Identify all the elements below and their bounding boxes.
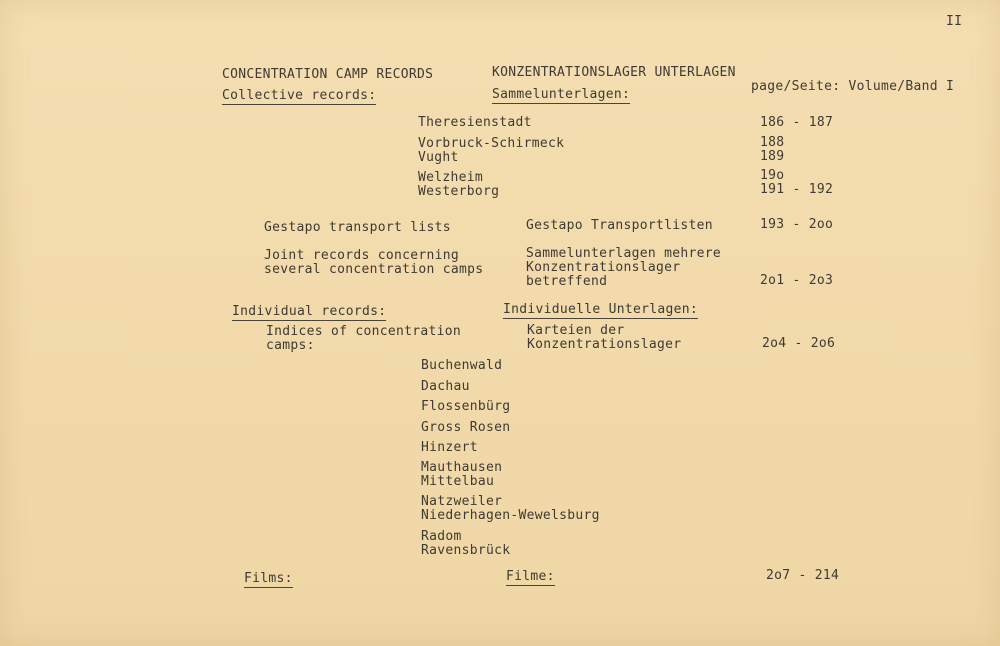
camp-entry-pages: 19o [760,168,785,183]
joint-records-english-line: Joint records concerning [264,248,460,263]
indices-english-line: Indices of concentration [266,324,462,339]
camp-name: Radom [421,529,462,544]
joint-records-german-line: Sammelunterlagen mehrere [526,246,722,261]
camp-name: Ravensbrück [421,543,511,558]
title-german: KONZENTRATIONSLAGER UNTERLAGEN [492,65,736,80]
camp-name: Mittelbau [421,474,495,489]
individual-heading-english: Individual records: [232,304,387,319]
camp-name: Niederhagen-Wewelsburg [421,508,600,523]
collective-heading-german: Sammelunterlagen: [492,87,631,102]
camp-entry-name: Vught [418,150,459,165]
camp-name: Dachau [421,379,470,394]
page-column-header: page/Seite: Volume/Band I [751,79,955,94]
title-english: CONCENTRATION CAMP RECORDS [222,67,434,82]
camp-name: Mauthausen [421,460,503,475]
camp-name: Natzweiler [421,494,503,509]
individual-heading-german: Individuelle Unterlagen: [503,302,699,317]
camp-entry-pages: 191 - 192 [760,182,834,197]
camp-entry-name: Welzheim [418,170,484,185]
joint-records-english-line: several concentration camps [264,262,484,277]
camp-entry-pages: 188 [760,135,785,150]
camp-entry-name: Vorbruck-Schirmeck [418,136,565,151]
joint-records-german-line: Konzentrationslager [526,260,681,275]
films-pages: 2o7 - 214 [766,568,840,583]
camp-name: Buchenwald [421,358,503,373]
camp-entry-pages: 186 - 187 [760,115,834,130]
films-heading-german: Filme: [506,569,555,584]
camp-name: Gross Rosen [421,420,511,435]
gestapo-lists-pages: 193 - 2oo [760,217,834,232]
camp-name: Flossenbürg [421,399,511,414]
page-number: II [946,14,963,29]
camp-entry-name: Westerborg [418,184,500,199]
indices-german-line: Karteien der [527,323,625,338]
camp-entry-name: Theresienstadt [418,115,532,130]
camp-name: Hinzert [421,440,478,455]
gestapo-lists-english: Gestapo transport lists [264,220,451,235]
indices-german-line: Konzentrationslager [527,337,682,352]
indices-pages: 2o4 - 2o6 [762,336,836,351]
gestapo-lists-german: Gestapo Transportlisten [526,218,713,233]
camp-entry-pages: 189 [760,149,785,164]
indices-english-line: camps: [266,338,315,353]
films-heading-english: Films: [244,571,293,586]
joint-records-pages: 2o1 - 2o3 [760,273,834,288]
joint-records-german-line: betreffend [526,274,608,289]
collective-heading-english: Collective records: [222,88,377,103]
